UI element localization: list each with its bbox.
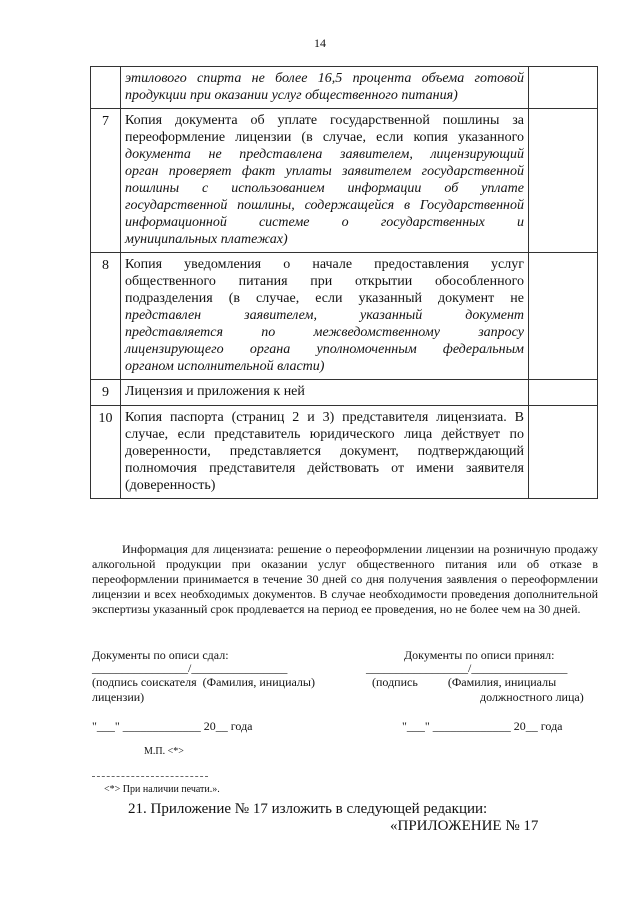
text-line: доверенности, представляется документ, подтверждающий: [125, 444, 524, 459]
footnote-rule: [92, 776, 208, 777]
row-mark-cell: [529, 109, 598, 253]
row-document-text: [121, 406, 529, 499]
text-line: этилового спирта не более 16,5 процента объема готовой: [125, 71, 524, 86]
left-sign-date: "___" _____________ 20__ года: [92, 719, 253, 733]
row-mark-cell: [529, 67, 598, 109]
table-row: [91, 380, 598, 406]
row-document-text: [121, 380, 529, 406]
text-line: Копия документа об уплате государственной пошлины за: [125, 113, 524, 128]
row-number: 10: [91, 406, 121, 499]
left-sign-title: Документы по описи сдал:: [92, 648, 229, 662]
page-number: 14: [314, 36, 326, 50]
text-line: орган проверяет факт уплаты заявителем государственной: [125, 164, 524, 179]
text-line: подразделения (в случае, если указанный документ не: [125, 291, 524, 306]
row-number: 9: [91, 380, 121, 406]
left-sign-caption-2: лицензии): [92, 690, 145, 704]
text-line: полномочия представителя действовать от имени заявителя: [125, 461, 524, 476]
text-line: представлен заявителем, указанный документ: [125, 308, 524, 323]
right-sign-date: "___" _____________ 20__ года: [402, 719, 563, 733]
text-line: общественного питания при открытии обособленного: [125, 274, 524, 289]
row-document-text: [121, 253, 529, 380]
licensee-information: Информация для лицензиата: решение о переоформлении лицензии на розничную продажу алкогольной продукции при оказании услуг общественного питания или об отказе в переоформлении принимается в течение 30 дней со дня получения заявления о переоформлении лицензии и всех необходимых документов. В случае необходимости проведения дополнительной экспертизы указанный срок продлевается на период ее проведения, но не более чем на 30 дней.: [92, 542, 598, 616]
appendix-title: «ПРИЛОЖЕНИЕ № 17: [390, 818, 539, 834]
text-line: (доверенность): [125, 478, 216, 493]
text-line: органом исполнительной власти): [125, 359, 325, 374]
text-line: информационной системе о государственных и: [125, 215, 524, 230]
documents-table: [90, 66, 598, 499]
row-document-text: [121, 109, 529, 253]
text-line: лицензирующего органа уполномоченным федеральным: [125, 342, 524, 357]
text-line: Лицензия и приложения к ней: [125, 384, 305, 399]
text-line: Копия уведомления о начале предоставления услуг: [125, 257, 524, 272]
row-mark-cell: [529, 253, 598, 380]
stamp-place: М.П. <*>: [144, 746, 184, 757]
text-line: государственной пошлины, содержащейся в Государственной: [125, 198, 524, 213]
text-line: муниципальных платежах): [125, 232, 288, 247]
right-sign-caption: (подпись (Фамилия, инициалы: [372, 675, 557, 689]
paragraph-21: 21. Приложение № 17 изложить в следующей редакции:: [128, 801, 488, 817]
table-row: [91, 253, 598, 380]
left-sign-caption: (подпись соискателя (Фамилия, инициалы): [92, 675, 315, 689]
row-document-text: [121, 67, 529, 109]
row-mark-cell: [529, 380, 598, 406]
right-sign-title: Документы по описи принял:: [404, 648, 555, 662]
text-line: представляется по межведомственному запросу: [125, 325, 524, 340]
right-sign-caption-2: должностного лица): [480, 690, 584, 704]
table-row: [91, 406, 598, 499]
row-number: [91, 67, 121, 109]
text-line: случае, если представитель юридического лица действует по: [125, 427, 524, 442]
text-line: пошлины с использованием информации об уплате: [125, 181, 524, 196]
row-number: 8: [91, 253, 121, 380]
row-mark-cell: [529, 406, 598, 499]
left-sign-line: ________________/________________: [92, 661, 288, 675]
right-sign-line: _________________/________________: [366, 661, 568, 675]
footnote: <*> При наличии печати.».: [104, 784, 220, 795]
text-line: Копия паспорта (страниц 2 и 3) представителя лицензиата. В: [125, 410, 524, 425]
text-line: переоформление лицензии (в случае, если копия указанного: [125, 130, 524, 145]
text-line: документа не представлена заявителем, лицензирующий: [125, 147, 524, 162]
text-line: продукции при оказании услуг общественного питания): [125, 88, 458, 103]
table-row: [91, 67, 598, 109]
row-number: 7: [91, 109, 121, 253]
table-row: [91, 109, 598, 253]
